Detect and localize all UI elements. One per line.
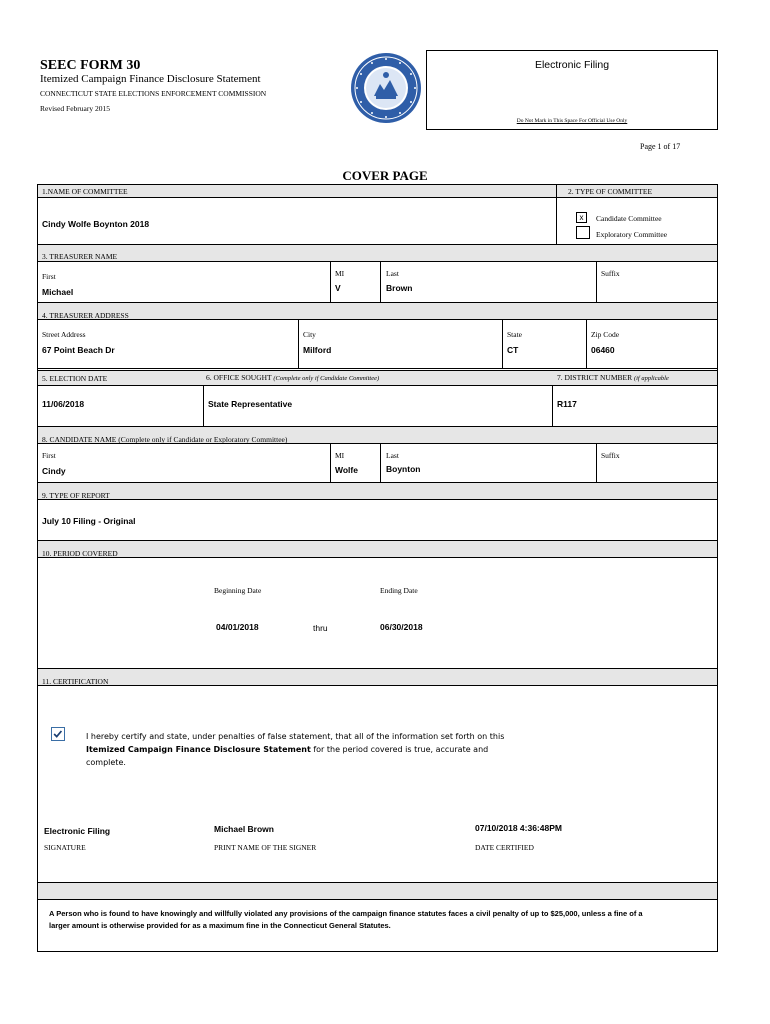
election-date-label: 5. ELECTION DATE [42, 374, 108, 383]
section-bar-certification [38, 668, 717, 686]
treasurer-name-label: 3. TREASURER NAME [42, 252, 118, 261]
page-number: Page 1 of 17 [640, 142, 681, 151]
divider [586, 320, 587, 368]
penalty-warning: A Person who is found to have knowingly and willfully violated any provisions of the campaign finance statutes faces a civil penalty of up to $25,000, unless a fine of a larger amount is otherwise provided for as a maximum fine in the Connecticut General Statutes. [49, 909, 643, 930]
city-label: City [303, 330, 316, 339]
signer-name-value: Michael Brown [214, 824, 274, 834]
beginning-date-value: 04/01/2018 [216, 622, 259, 632]
exploratory-committee-label: Exploratory Committee [596, 230, 668, 239]
state-seal-icon [350, 52, 422, 124]
period-covered-label: 10. PERIOD COVERED [42, 549, 118, 558]
section-bar-period [38, 540, 717, 558]
divider [556, 184, 557, 244]
divider [330, 262, 331, 302]
form-frame [37, 184, 718, 952]
date-certified-label: DATE CERTIFIED [475, 843, 534, 852]
district-value: R117 [557, 399, 577, 409]
section-bar-report [38, 482, 717, 500]
date-certified-value: 07/10/2018 4:36:48PM [475, 823, 562, 833]
candidate-last-label: Last [386, 451, 399, 460]
divider [596, 444, 597, 482]
certification-label: 11. CERTIFICATION [42, 677, 109, 686]
divider [38, 368, 717, 369]
page-heading: COVER PAGE [342, 168, 428, 183]
street-value: 67 Point Beach Dr [42, 345, 115, 355]
treasurer-last-value: Brown [386, 283, 413, 293]
street-label: Street Address [42, 330, 86, 339]
city-value: Milford [303, 345, 332, 355]
committee-name-label: 1.NAME OF COMMITTEE [42, 187, 128, 196]
candidate-last-value: Boynton [386, 464, 421, 474]
section-bar-treasurer [38, 244, 717, 262]
divider [596, 262, 597, 302]
official-use-box [426, 50, 718, 130]
candidate-mi-label: MI [335, 451, 345, 460]
office-note: (Complete only if Candidate Committee) [273, 375, 380, 382]
candidate-first-value: Cindy [42, 466, 66, 476]
office-value: State Representative [208, 399, 293, 409]
office-label: 6. OFFICE SOUGHT (Complete only if Candidate Committee) [206, 373, 380, 382]
exploratory-committee-checkbox[interactable] [576, 226, 590, 239]
divider [330, 444, 331, 482]
committee-type-label: 2. TYPE OF COMMITTEE [568, 187, 653, 196]
state-label: State [507, 330, 522, 339]
treasurer-first-value: Michael [42, 287, 74, 297]
divider [552, 386, 553, 426]
candidate-first-label: First [42, 451, 56, 460]
zip-label: Zip Code [591, 330, 620, 339]
state-value: CT [507, 345, 519, 355]
divider [502, 320, 503, 368]
section-bar-warning [38, 882, 717, 900]
zip-value: 06460 [591, 345, 615, 355]
official-box-note: Do Not Mark in This Space For Official Use Only [516, 118, 628, 124]
report-type-label: 9. TYPE OF REPORT [42, 491, 110, 500]
ending-date-label: Ending Date [380, 586, 418, 595]
certification-text: I hereby certify and state, under penalties of false statement, that all of the information set forth on this Itemized Campaign Finance Disclosure Statement for the period covered is true, accurate and complete. [86, 732, 505, 767]
section-bar-address [38, 302, 717, 320]
signer-name-label: PRINT NAME OF THE SIGNER [214, 843, 317, 852]
treasurer-suffix-label: Suffix [601, 269, 620, 278]
treasurer-first-label: First [42, 272, 56, 281]
report-type-value: July 10 Filing - Original [42, 516, 136, 526]
certification-checkbox[interactable] [51, 727, 65, 741]
committee-name-value: Cindy Wolfe Boynton 2018 [42, 219, 150, 229]
treasurer-mi-value: V [335, 283, 341, 293]
district-note: (if applicable [633, 375, 669, 382]
signature-value: Electronic Filing [44, 826, 111, 836]
revision-date: Revised February 2015 [40, 104, 110, 113]
commission-name: CONNECTICUT STATE ELECTIONS ENFORCEMENT COMMISSION [40, 89, 267, 98]
divider [380, 262, 381, 302]
treasurer-last-label: Last [386, 269, 399, 278]
candidate-suffix-label: Suffix [601, 451, 620, 460]
beginning-date-label: Beginning Date [214, 586, 262, 595]
divider [203, 386, 204, 426]
election-date-value: 11/06/2018 [42, 399, 85, 409]
candidate-committee-label: Candidate Committee [596, 214, 662, 223]
candidate-name-label: 8. CANDIDATE NAME (Complete only if Candidate or Exploratory Committee) [42, 435, 288, 444]
form-title: SEEC FORM 30 [40, 58, 141, 73]
form-subtitle: Itemized Campaign Finance Disclosure Statement [40, 73, 261, 85]
divider [298, 320, 299, 368]
signature-label: SIGNATURE [44, 843, 86, 852]
checkmark-icon [52, 728, 64, 740]
thru-label: thru [313, 623, 328, 633]
treasurer-mi-label: MI [335, 269, 345, 278]
district-label: 7. DISTRICT NUMBER (if applicable [557, 373, 669, 382]
official-box-title: Electronic Filing [534, 59, 610, 71]
ending-date-value: 06/30/2018 [380, 622, 423, 632]
divider [380, 444, 381, 482]
treasurer-address-label: 4. TREASURER ADDRESS [42, 311, 129, 320]
candidate-mi-value: Wolfe [335, 465, 358, 475]
candidate-committee-checkbox[interactable]: x [576, 212, 587, 223]
